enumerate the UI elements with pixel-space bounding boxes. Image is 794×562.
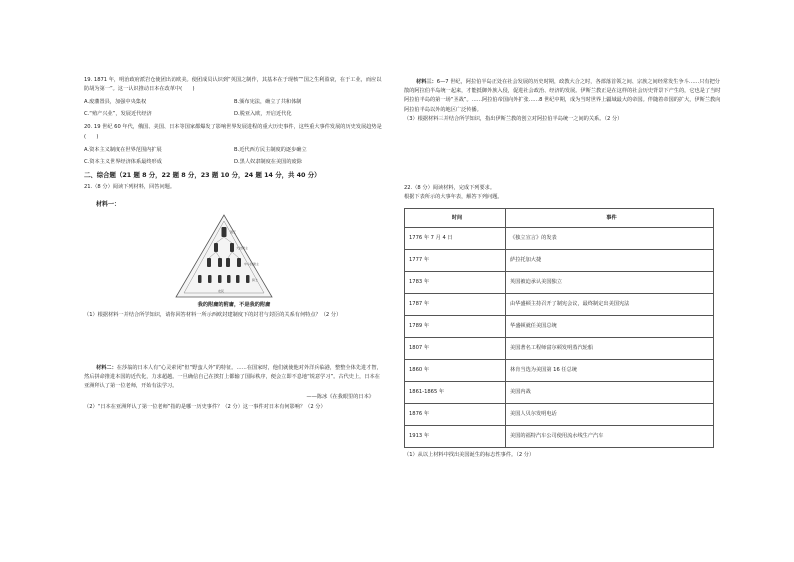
table-cell-event: 由华盛顿主持召开了制宪会议，最终制定出美国宪法 — [506, 294, 714, 316]
table-cell-time: 1787 年 — [405, 294, 506, 316]
question-20-option-a[interactable]: A.资本主义制度在世界范围内扩展 — [84, 146, 162, 153]
table-row — [405, 360, 714, 382]
table-cell-event: 美国著名工程师富尔顿发明蒸汽轮船 — [506, 338, 714, 360]
material-2-label: 材料二： — [96, 364, 117, 371]
table-cell-time: 1913 年 — [405, 426, 506, 448]
section-title: 二、综合题（21 题 8 分，22 题 8 分，23 题 10 分，24 题 14 分，共 40 分） — [84, 170, 321, 179]
question-20-stem: 20. 19 世纪 60 年代，俄国、美国、日本等国家都爆发了影响世界发展进程的重大历史事件，这些重大事件发展的历史发展趋势是( ) — [84, 124, 382, 140]
table-row — [405, 228, 714, 250]
table-cell-event: 《独立宣言》的发表 — [506, 228, 714, 250]
material-2 — [84, 364, 384, 392]
vassal-figure-1 — [207, 258, 211, 267]
table-row — [405, 250, 714, 272]
question-19-option-c[interactable]: C.“殖产兴业”，发展近代经济 — [84, 111, 152, 118]
table-cell-event: 美国内战 — [506, 382, 714, 404]
question-19-options — [84, 96, 384, 120]
events-table-header-event: 事件 — [506, 209, 714, 228]
table-cell-time: 1860 年 — [405, 360, 506, 382]
material-3-label: 材料三： — [416, 79, 437, 85]
knight-figure-4 — [227, 275, 231, 283]
question-20-option-d[interactable]: D.黑人奴隶制度在美国的废除 — [234, 158, 302, 165]
vassal-figure-2 — [218, 258, 222, 267]
answer-space-3 — [404, 124, 724, 184]
question-19-option-a[interactable]: A.废藩置县，加强中央集权 — [84, 99, 147, 106]
table-cell-event: 美国的福特汽车公司使用流水线生产汽车 — [506, 426, 714, 448]
table-row — [405, 272, 714, 294]
pyramid-level-knight: 骑士 — [252, 278, 259, 283]
left-column — [84, 76, 384, 412]
king-figure — [222, 227, 227, 237]
material-3-text: 6—7 世纪，阿拉伯半岛正处在社会发展的历史时期，政教大合之时，各部落首领之间、宗族之间经常发生争斗……只有把分散的阿拉伯半岛统一起来，才能抵御外族入侵，促进社会政治、经济的发展。伊斯兰教正是在这样的社会历史背景下产生的，它也是了当时阿拉伯半岛的第一场“圣战”。……阿拉伯帝国向外扩张……8 世纪中期，成为当时世界上疆域最大的帝国。伴随着帝国的扩大，伊斯兰教向阿拉伯半岛以外的地区广泛传播。 — [404, 79, 721, 113]
table-row — [405, 294, 714, 316]
right-column — [404, 78, 724, 461]
knight-figure-3 — [218, 275, 222, 283]
pyramid-level-peasant: 农民 — [218, 289, 225, 294]
table-cell-time: 1807 年 — [405, 338, 506, 360]
table-cell-event: 林肯当选为美国第 16 任总统 — [506, 360, 714, 382]
material-1-label: 材料一： — [96, 201, 121, 209]
pyramid-level-vassal: 中小封建主 — [244, 262, 260, 267]
knight-figure-5 — [236, 275, 240, 283]
material-2-source: ——陈冰《在我眼里的日本》 — [306, 394, 374, 401]
question-19-stem: 19. 1871 年，明治政府派岩仓使团出访欧美。使团成员认识到“英国之制作，其基本在于现核”“国之生利盈衰，在于工业，而应以防胡为第一”。这一认识推动日本在改革中( ) — [84, 77, 382, 93]
question-material-3: （3）根据材料三并结合所学知识，指出伊斯兰教的创立对阿拉伯半岛统一之间的关系。（2 分） — [404, 115, 623, 122]
question-20-options — [84, 144, 384, 168]
knight-figure-1 — [198, 275, 202, 283]
table-cell-time: 1783 年 — [405, 272, 506, 294]
table-cell-event: 美国人贝尔发明电话 — [506, 404, 714, 426]
question-21-part-1: （1）根据材料一并结合所学知识，请你回答材料一所示西欧封建制度下的封君与封臣的关系有何特点？（2 分） — [84, 311, 342, 318]
knight-figure-6 — [246, 275, 250, 283]
table-row — [405, 338, 714, 360]
table-row — [405, 404, 714, 426]
events-table-header-time: 时间 — [405, 209, 506, 228]
question-19-option-d[interactable]: D.脱亚入欧，开启近代化 — [234, 111, 292, 118]
knight-figure-2 — [208, 275, 212, 283]
table-row — [405, 316, 714, 338]
material-2-text: 在莎翁的日本人有“心灵索闭”但“野蛮人外”的特征。……在国家时，他们就使他对外洋兵临港，整整全体先进才智，然后拼命推进本国的近代化，力求超越。一旦确信自己在挨打上都输了国际秩序，便会立即不息地“锐意学习”。古代史上，日本在亚洲拜认了第一位老师，开始有法学习。 — [84, 364, 382, 390]
lord-figure-2 — [230, 243, 234, 252]
table-cell-time: 1776 年 7 月 4 日 — [405, 228, 506, 250]
table-cell-time: 1876 年 — [405, 404, 506, 426]
lord-figure-1 — [214, 243, 218, 252]
pyramid-level-lord: 大封建主 — [236, 246, 249, 251]
table-cell-event: 华盛顿就任美国总统 — [506, 316, 714, 338]
table-cell-event: 英国被迫承认美国独立 — [506, 272, 714, 294]
table-row — [405, 382, 714, 404]
pyramid-caption: 我的附庸的附庸，不是我的附庸 — [197, 302, 271, 309]
table-cell-time: 1789 年 — [405, 316, 506, 338]
table-cell-time: 1861-1865 年 — [405, 382, 506, 404]
question-22-table-intro: 根据下表所示的大事年表，解答下列问题。 — [404, 194, 503, 201]
question-22-intro: 22.（8 分）阅读材料，完成下列要求。 — [404, 185, 496, 192]
table-cell-event: 萨拉托加大捷 — [506, 250, 714, 272]
vassal-figure-3 — [226, 258, 230, 267]
answer-space-21-1 — [84, 320, 384, 364]
question-19-option-b[interactable]: B.颁布宪法，确立了共和体制 — [234, 99, 302, 106]
question-20-option-c[interactable]: C.资本主义世界经济体系最终形成 — [84, 158, 162, 165]
question-22-part-1: （1）从以上材料中找出美国诞生的标志性事件。（2 分） — [404, 452, 535, 459]
table-row — [405, 426, 714, 448]
events-table-header-row — [405, 209, 714, 228]
material-3 — [404, 78, 724, 115]
pyramid-level-king: 国王 — [230, 230, 237, 235]
question-20-option-b[interactable]: B.近代西方民主制度的逐步确立 — [234, 146, 307, 153]
feudal-pyramid-drawing — [174, 213, 274, 299]
events-table — [404, 208, 714, 448]
question-21-intro: 21.（8 分）阅读下列材料，回答问题。 — [84, 184, 176, 191]
feudal-pyramid-image — [174, 213, 274, 299]
vassal-figure-4 — [237, 258, 241, 267]
table-cell-time: 1777 年 — [405, 250, 506, 272]
question-21-part-2: （2）“日本在亚洲拜认了第一位老师”指的是哪一历史事件？（2 分）这一事件对日本有何影响？（2 分） — [84, 403, 326, 410]
